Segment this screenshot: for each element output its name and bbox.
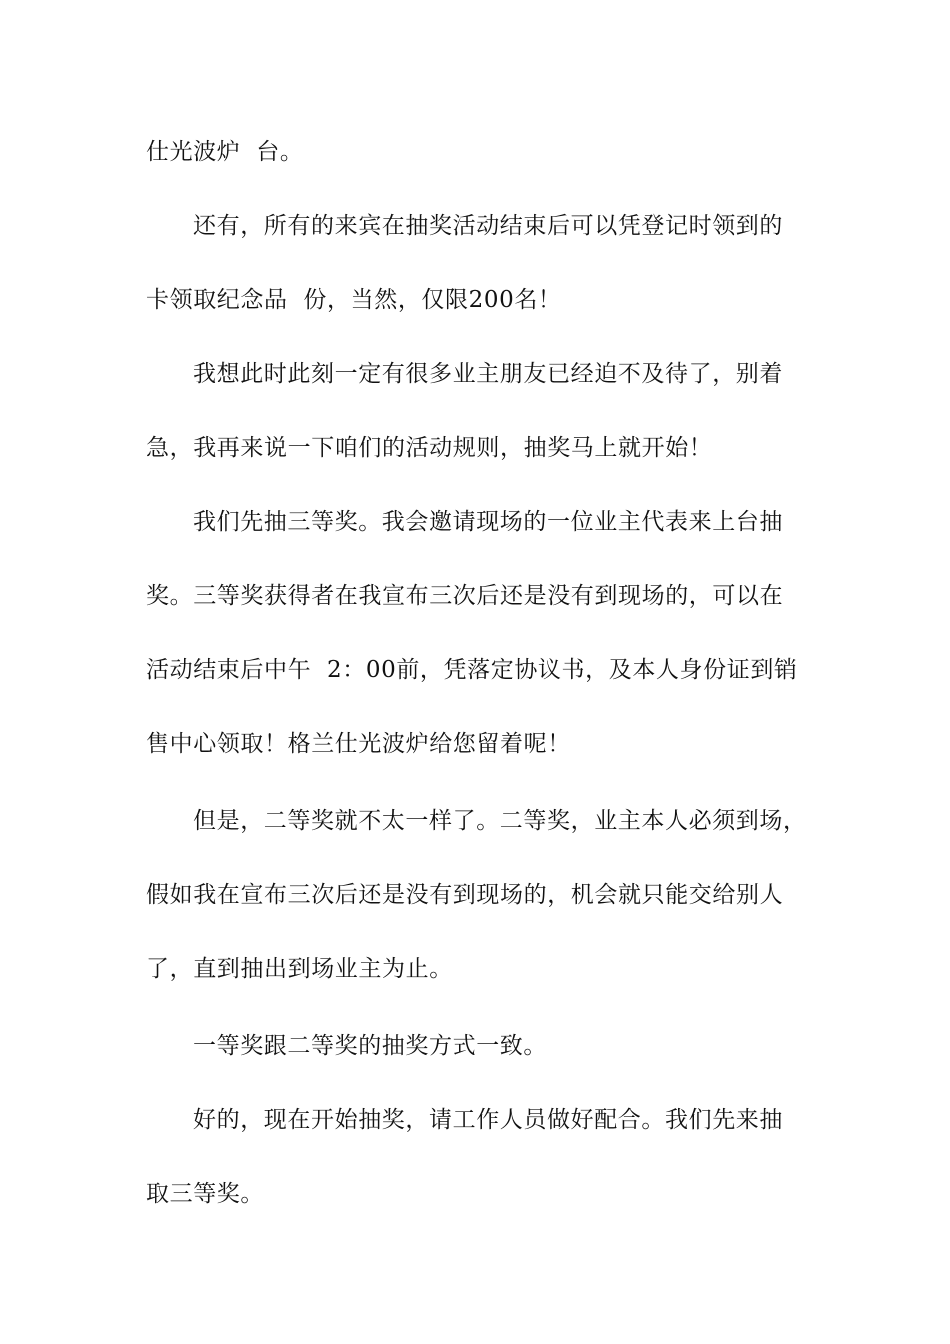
paragraph-first-line: 好的，现在开始抽奖，请工作人员做好配合。我们先来抽	[193, 1107, 783, 1133]
text-line: 奖。三等奖获得者在我宣布三次后还是没有到现场的，可以在	[146, 583, 784, 609]
text-line: 假如我在宣布三次后还是没有到现场的，机会就只能交给别人	[146, 882, 784, 908]
paragraph-first-line: 一等奖跟二等奖的抽奖方式一致。	[193, 1033, 547, 1059]
text-line: 售中心领取！格兰仕光波炉给您留着呢！	[146, 731, 571, 757]
paragraph-first-line: 我们先抽三等奖。我会邀请现场的一位业主代表来上台抽	[193, 509, 783, 535]
text-line: 仕光波炉 台。	[146, 139, 304, 165]
text-line: 卡领取纪念品 份，当然，仅限200名！	[146, 287, 562, 313]
text-line: 取三等奖。	[146, 1181, 264, 1207]
paragraph-first-line: 还有，所有的来宾在抽奖活动结束后可以凭登记时领到的	[193, 213, 783, 239]
text-line: 急，我再来说一下咱们的活动规则，抽奖马上就开始！	[146, 435, 713, 461]
paragraph-first-line: 但是，二等奖就不太一样了。二等奖，业主本人必须到场，	[193, 808, 807, 834]
text-line: 活动结束后中午 2：00前，凭落定协议书，及本人身份证到销	[146, 657, 798, 683]
paragraph-first-line: 我想此时此刻一定有很多业主朋友已经迫不及待了，别着	[193, 361, 783, 387]
text-line: 了，直到抽出到场业主为止。	[146, 956, 453, 982]
